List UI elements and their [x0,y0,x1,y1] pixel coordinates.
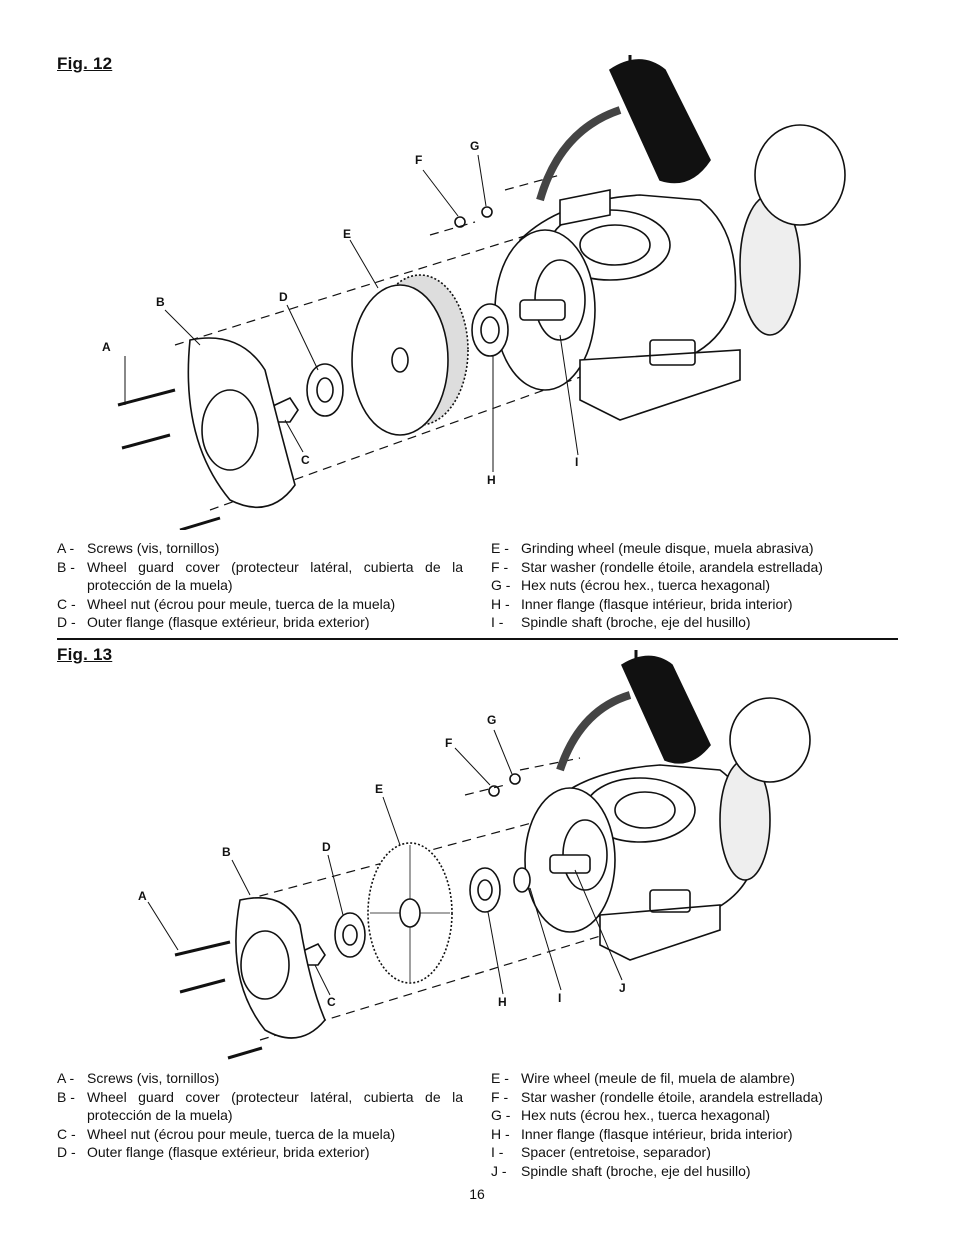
legend-text: Spindle shaft (broche, eje del husillo) [521,614,751,630]
fig13-callout-c: C [327,995,336,1009]
legend-key: J - [491,1162,507,1179]
legend-item [491,1088,891,1107]
legend-text: Screws (vis, tornillos) [87,540,220,556]
fig12-callout-e: E [343,227,352,241]
inner-flange-h [470,868,500,912]
legend-text: Grinding wheel (meule disque, muela abrasiva) [521,540,814,556]
legend-item [491,539,891,558]
page-number: 16 [469,1186,485,1202]
hex-nut-g [482,207,492,217]
legend-key: F - [491,1088,509,1105]
fig12-callout-g: G [470,139,480,153]
fig12-callout-i: I [575,455,579,469]
grinder-body [525,650,810,960]
legend-text: Inner flange (flasque intérieur, brida interior) [521,595,793,612]
legend-text: Wheel nut (écrou pour meule, tuerca de la muela) [87,595,396,612]
fig13-callout-h: H [498,995,507,1009]
legend-key: C - [57,595,76,612]
legend-item [491,576,891,595]
legend-text: Spindle shaft (broche, eje del husillo) [521,1162,751,1179]
fig13-callout-f: F [445,736,453,750]
legend-item [491,1069,891,1088]
legend-item [57,558,463,595]
fig12-callout-d: D [279,290,288,304]
legend-key: B - [57,1088,75,1105]
fig13-callout-a: A [138,889,147,903]
legend-text: Inner flange (flasque intérieur, brida interior) [521,1125,793,1142]
legend-text: Hex nuts (écrou hex., tuerca hexagonal) [521,577,771,593]
legend-key: F - [491,558,509,575]
legend-key: H - [491,595,510,612]
legend-item [57,595,463,614]
legend-text: Outer flange (flasque extérieur, brida exterior) [87,1144,370,1160]
legend-key: E - [491,1070,509,1086]
legend-item [491,558,891,577]
star-washer-f [489,786,499,796]
legend-text: Wheel guard cover (protecteur latéral, cubierta de la protección de la muela) [87,558,463,593]
legend-key: D - [57,614,76,630]
inner-flange-h [472,304,508,356]
legend-text: Wheel guard cover (protecteur latéral, cubierta de la protección de la muela) [87,1088,463,1123]
outer-flange-d [335,913,365,957]
legend-item [57,1088,463,1125]
wheel-guard-cover-b [236,898,325,1038]
outer-flange-d [307,364,343,416]
grinder-body [495,55,845,420]
legend-item [57,1069,463,1088]
legend-key: A - [57,1070,75,1086]
wheel-guard-cover-b [188,338,295,507]
legend-text: Wheel nut (écrou pour meule, tuerca de la muela) [87,1125,396,1142]
fig12-title: Fig. 12 [57,54,113,73]
fig12-legend-right [491,539,891,632]
fig12-legend-left [57,539,463,632]
legend-key: C - [57,1125,76,1142]
legend-item [491,613,891,632]
legend-key: B - [57,558,75,575]
legend-key: D - [57,1144,76,1160]
legend-item [57,1143,463,1162]
fig13-legend-left [57,1069,463,1162]
legend-item [491,1125,891,1144]
legend-key: G - [491,1107,511,1123]
hex-nut-g [510,774,520,784]
legend-key: I - [491,614,504,630]
legend-item [57,539,463,558]
fig12-callout-c: C [301,453,310,467]
fig12-callout-b: B [156,295,165,309]
fig13-legend-right [491,1069,891,1180]
legend-text: Outer flange (flasque extérieur, brida exterior) [87,614,370,630]
legend-text: Spacer (entretoise, separador) [521,1144,711,1160]
legend-key: I - [491,1144,504,1160]
fig12-exploded-diagram [0,0,954,530]
legend-text: Star washer (rondelle étoile, arandela estrellada) [521,558,823,575]
legend-text: Hex nuts (écrou hex., tuerca hexagonal) [521,1107,771,1123]
legend-key: A - [57,540,75,556]
fig13-callout-d: D [322,840,331,854]
fig13-callout-g: G [487,713,497,727]
legend-key: H - [491,1125,510,1142]
section-divider [57,638,898,640]
fig13-exploded-diagram [0,645,954,1065]
spacer-i [514,868,530,892]
legend-text: Star washer (rondelle étoile, arandela estrellada) [521,1088,823,1105]
star-washer-f [455,217,465,227]
legend-item [491,1162,891,1181]
legend-key: E - [491,540,509,556]
fig13-title: Fig. 13 [57,645,113,664]
fig12-callout-a: A [102,340,111,354]
legend-text: Screws (vis, tornillos) [87,1070,220,1086]
legend-key: G - [491,577,511,593]
legend-item [57,1125,463,1144]
fig13-callout-e: E [375,782,384,796]
legend-item [57,613,463,632]
legend-item [491,1106,891,1125]
legend-text: Wire wheel (meule de fil, muela de alambre) [521,1070,795,1086]
wire-wheel-e [368,843,452,983]
grinding-wheel-e [352,275,468,435]
fig13-callout-b: B [222,845,231,859]
fig13-callout-j: J [619,981,626,995]
legend-item [491,595,891,614]
fig12-callout-f: F [415,153,423,167]
fig12-callout-h: H [487,473,496,487]
legend-item [491,1143,891,1162]
fig13-callout-i: I [558,991,562,1005]
